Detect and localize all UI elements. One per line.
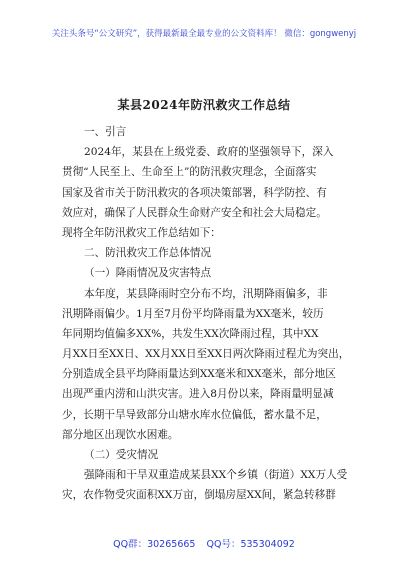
paragraph-line: 汛期降雨偏少。1月至7月份平均降雨量为XX毫米，较历 [62,307,324,320]
paragraph-line: 强降雨和干旱双重造成某县XX个乡镇（街道）XX万人受 [84,469,348,482]
footer-qq-group: QQ群：30265665 [113,539,196,550]
document-title: 某县2024年防汛救灾工作总结 [117,98,291,112]
paragraph-line: 本年度，某县降雨时空分布不均，汛期降雨偏多，非 [84,287,328,300]
paragraph-line: 年同期均值偏多XX%，共发生XX次降雨过程，其中XX [62,327,319,340]
paragraph-line: 出现严重内涝和山洪灾害。进入8月份以来，降雨量明显减 [62,388,334,401]
paragraph-line: 现将全年防汛救灾工作总结如下： [62,226,221,239]
footer-contact [0,536,408,550]
paragraph-line: 分别造成全县平均降雨量达到XX毫米和XX毫米，部分地区 [62,368,336,381]
paragraph-line: 部分地区出现饮水困难。 [62,428,179,441]
paragraph-line: 2024年，某县在上级党委、政府的坚强领导下，深入 [84,146,334,159]
paragraph-line: 少，长期干旱导致部分山塘水库水位偏低，蓄水量不足， [62,408,327,421]
paragraph-line: 贯彻“人民至上、生命至上”的防汛救灾理念，全面落实 [62,166,317,179]
subsection-heading-rainfall: （一）降雨情况及灾害特点 [84,267,212,280]
section-heading-intro: 一、引言 [84,126,127,138]
paragraph-line: 国家及省市关于防汛救灾的各项决策部署，科学防控、有 [62,186,327,199]
footer-qq-number: QQ号：535304092 [206,539,295,550]
paragraph-line: 灾，农作物受灾面积XX万亩，倒塌房屋XX间，紧急转移群 [62,489,336,502]
section-heading-overview: 二、防汛救灾工作总体情况 [84,247,212,260]
header-note: 关注头条号“公文研究”，获得最新最全最专业的公文资料库！ 微信：gongwenyj [51,29,357,39]
subsection-heading-damage: （二）受灾情况 [84,449,159,461]
paragraph-line: 效应对，确保了人民群众生命财产安全和社会大局稳定。 [62,206,327,219]
document-body [62,122,350,506]
paragraph-line: 月XX日至XX日、XX月XX日至XX日两次降雨过程尤为突出， [62,348,350,361]
